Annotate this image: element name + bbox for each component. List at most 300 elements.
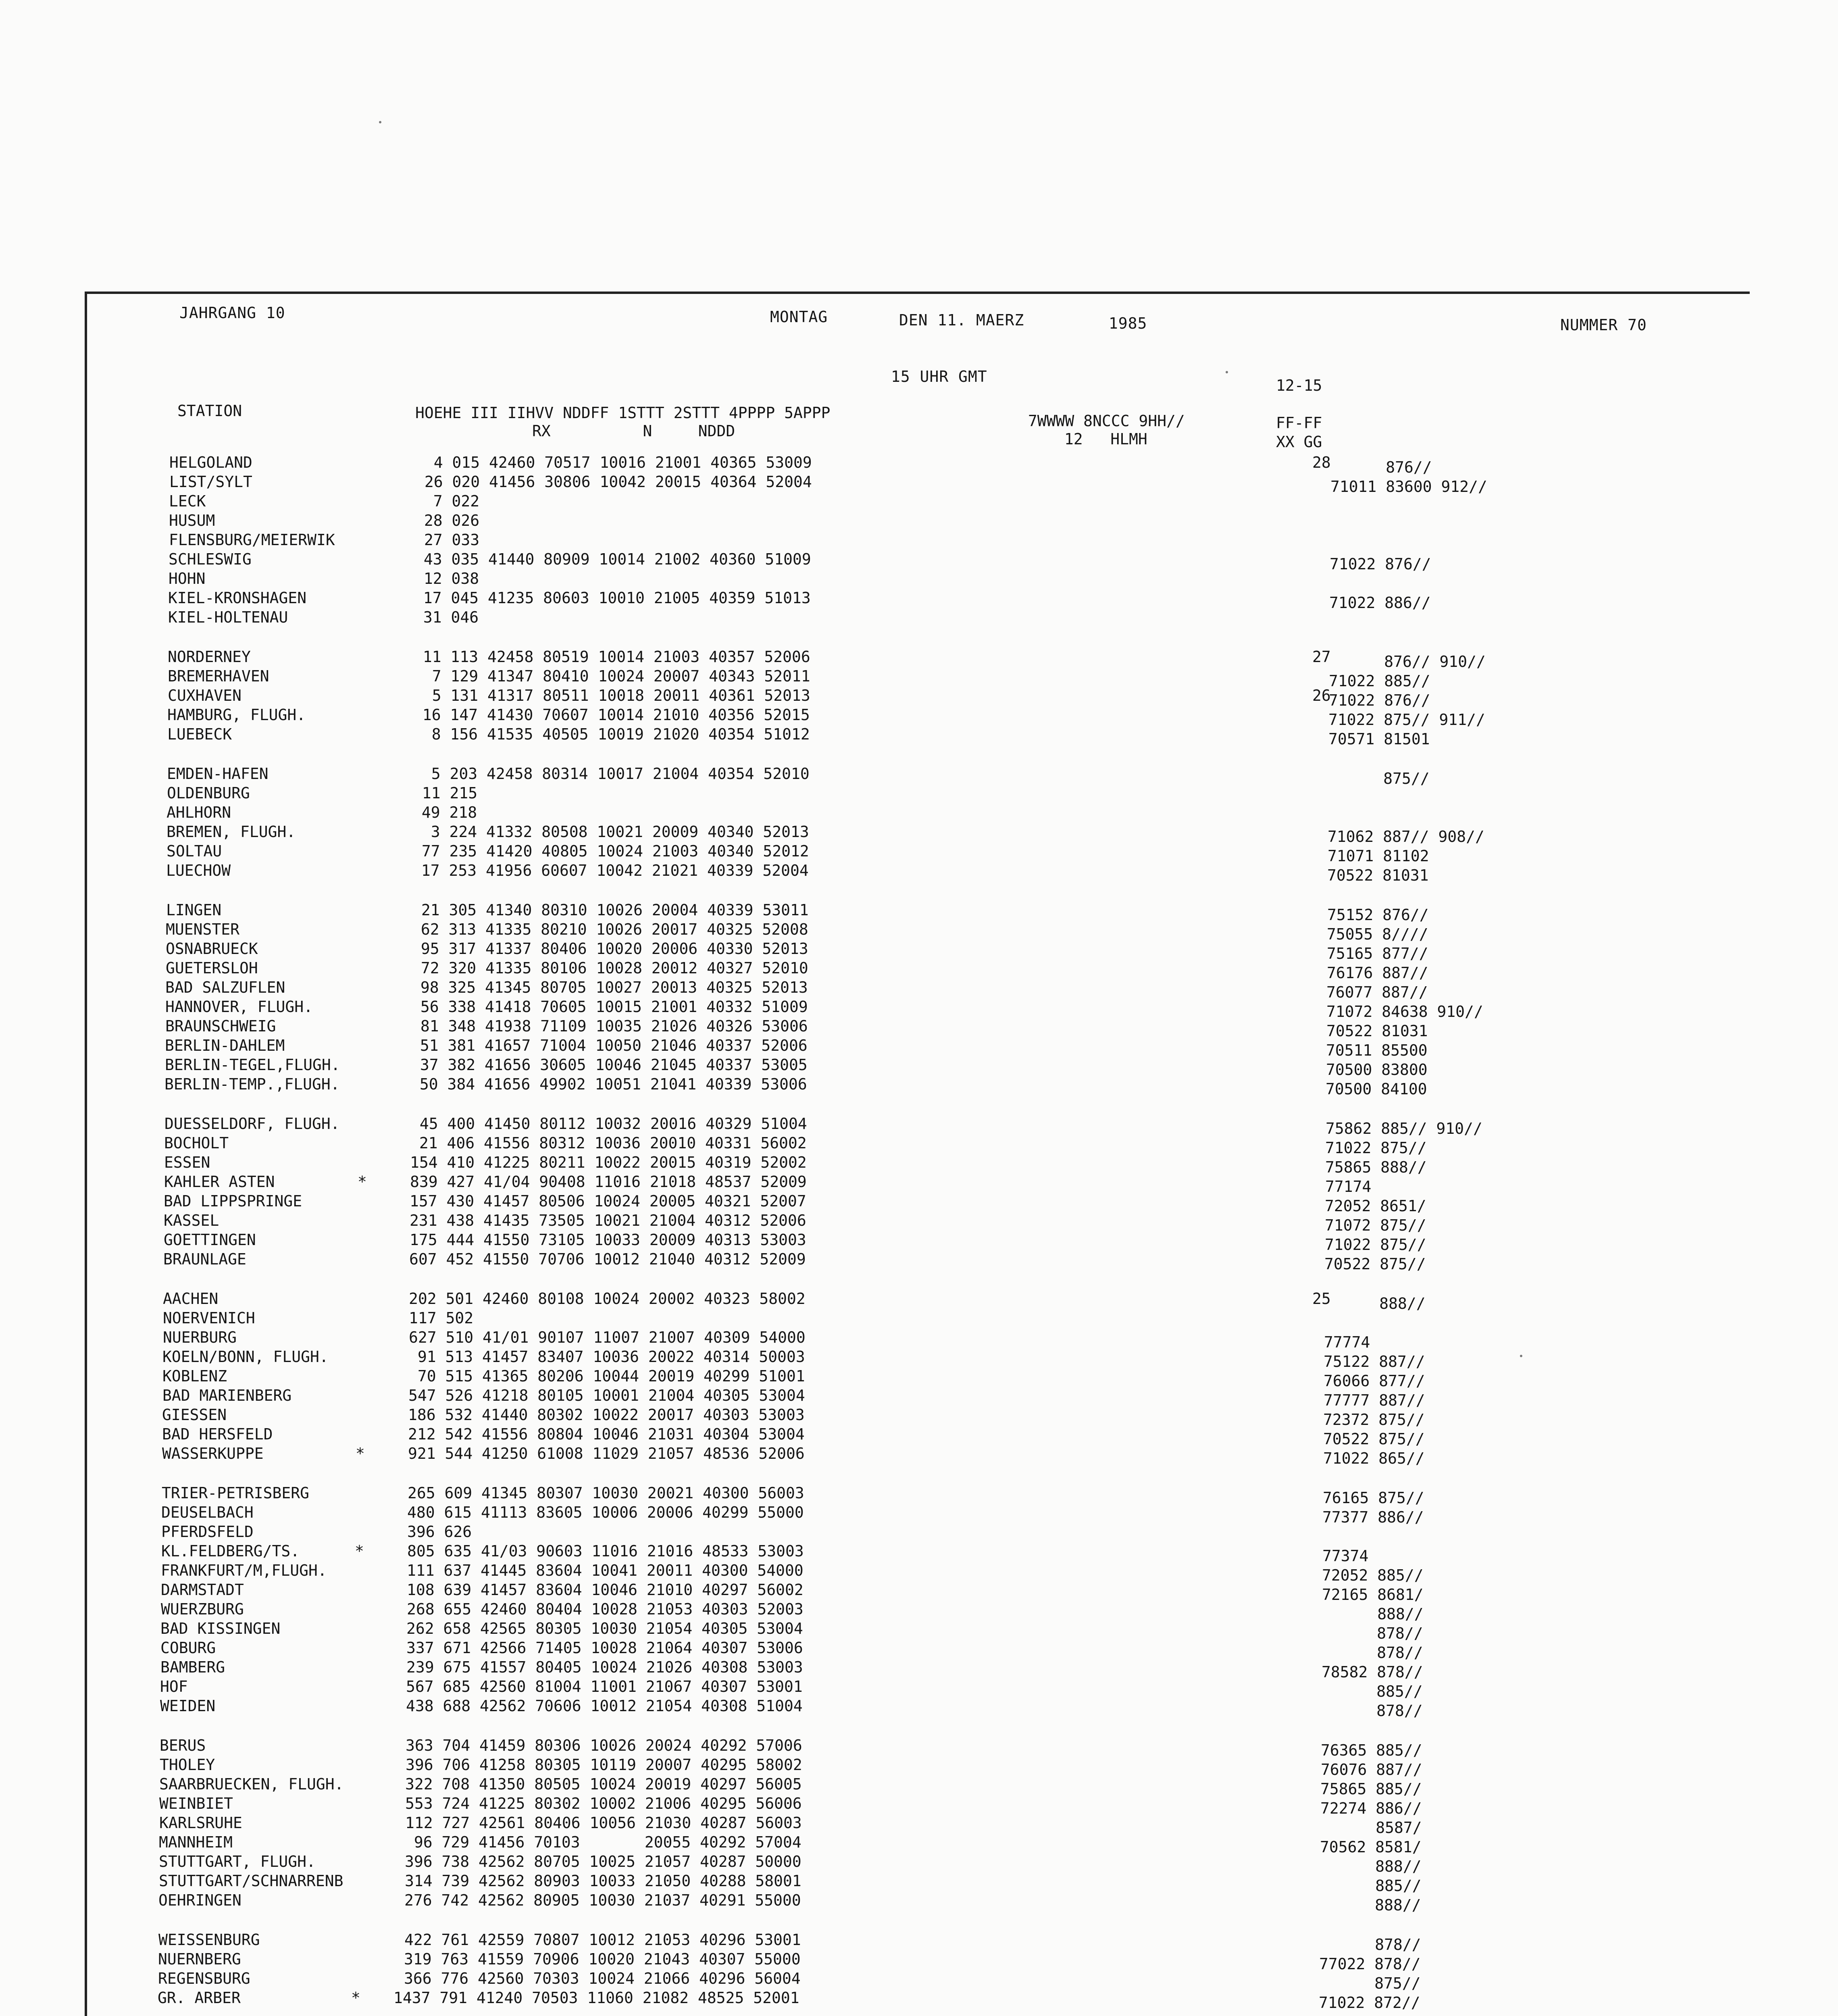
code-column-header: HOEHE III IIHVV NDDFF 1STTT 2STTT 4PPPP 5APPP xyxy=(415,404,831,422)
weekday-label: MONTAG xyxy=(770,308,828,326)
table-row xyxy=(162,1348,1614,1370)
extra-code-groups: 70571 81501 xyxy=(1328,730,1430,748)
table-row xyxy=(166,921,1617,943)
extra-code-groups: 878// xyxy=(1322,1624,1423,1642)
synop-code-groups: 11 113 42458 80519 10014 21003 40357 52006 xyxy=(414,648,810,666)
synop-code-groups: 5 203 42458 80314 10017 21004 40354 52010 xyxy=(413,765,810,783)
station-name: LINGEN xyxy=(166,901,222,919)
station-name: BRAUNSCHWEIG xyxy=(165,1017,276,1035)
synop-code-groups: 12 038 xyxy=(414,570,479,587)
extra-code-groups: 77377 886// xyxy=(1322,1508,1424,1526)
extra-code-groups: 878// xyxy=(1320,1936,1421,1954)
extra-code-groups: 77174 xyxy=(1325,1178,1372,1195)
station-name: TRIER-PETRISBERG xyxy=(162,1484,310,1502)
station-column-header: STATION xyxy=(177,402,242,420)
synop-code-groups: 396 626 xyxy=(407,1523,472,1541)
table-row xyxy=(161,1504,1613,1526)
extra-code-groups: 71022 872// xyxy=(1319,1994,1420,2012)
table-row xyxy=(167,725,1619,748)
observation-time: 15 UHR GMT xyxy=(891,368,987,385)
synop-code-groups: 265 609 41345 80307 10030 20021 40300 56003 xyxy=(408,1484,804,1502)
synop-code-groups: 627 510 41/01 90107 11007 21007 40309 54000 xyxy=(409,1329,806,1346)
table-row xyxy=(161,1523,1613,1542)
station-name: KARLSRUHE xyxy=(159,1814,242,1832)
extra-code-groups: 71022 865// xyxy=(1323,1450,1425,1467)
table-row xyxy=(159,1775,1611,1798)
mountain-station-marker: * xyxy=(355,1542,364,1560)
mountain-station-marker: * xyxy=(358,1173,367,1191)
extra-code-groups: 76076 887// xyxy=(1321,1761,1422,1779)
table-row xyxy=(166,901,1617,924)
station-name: EMDEN-HAFEN xyxy=(167,765,269,783)
synop-code-groups: 77 235 41420 40805 10024 21003 40340 52012 xyxy=(412,842,809,860)
synop-code-groups: 17 045 41235 80603 10010 21005 40359 51013 xyxy=(414,589,811,607)
synop-code-groups: 21 406 41556 80312 10036 20010 40331 56002 xyxy=(410,1134,807,1152)
extra-code-groups: 76365 885// xyxy=(1321,1741,1422,1759)
page-frame-top xyxy=(85,292,1750,294)
synop-code-groups: 547 526 41218 80105 10001 21004 40305 53004 xyxy=(408,1387,805,1404)
station-name: NUERBURG xyxy=(163,1329,237,1346)
table-row xyxy=(164,1231,1615,1254)
station-name: HANNOVER, FLUGH. xyxy=(165,998,313,1016)
station-name: GR. ARBER xyxy=(158,1989,241,2007)
station-name: LUEBECK xyxy=(167,725,232,743)
extra-code-groups: 71022 875// xyxy=(1325,1236,1426,1254)
synop-code-groups: 438 688 42562 70606 10012 21054 40308 51004 xyxy=(406,1697,803,1715)
extra-code-groups: 72165 8681/ xyxy=(1322,1586,1424,1604)
station-name: ESSEN xyxy=(164,1154,210,1171)
table-row xyxy=(160,1756,1611,1779)
extra-code-groups: 875// xyxy=(1319,1974,1421,1992)
synop-code-groups: 314 739 42562 80903 10033 21050 40288 58001 xyxy=(405,1872,801,1890)
table-row xyxy=(166,940,1617,962)
synop-code-groups: 98 325 41345 80705 10027 20013 40325 52013 xyxy=(411,979,808,996)
table-row xyxy=(164,1115,1616,1137)
station-name: GIESSEN xyxy=(162,1406,227,1424)
table-row xyxy=(166,862,1617,884)
synop-code-groups: 3 224 41332 80508 10021 20009 40340 52013 xyxy=(412,823,809,841)
table-row xyxy=(162,1425,1613,1448)
synop-code-groups: 7 129 41347 80410 10024 20007 40343 52011 xyxy=(414,667,810,685)
station-name: WASSERKUPPE xyxy=(162,1445,264,1462)
synop-code-groups: 95 317 41337 80406 10020 20006 40330 52013 xyxy=(412,940,808,958)
synop-code-groups: 7 022 xyxy=(415,492,480,510)
station-name: BREMERHAVEN xyxy=(168,667,269,685)
extra-code-groups: 71022 875// xyxy=(1325,1139,1427,1157)
table-row xyxy=(159,1872,1610,1895)
synop-code-groups: 17 253 41956 60607 10042 21021 40339 52004 xyxy=(412,862,809,879)
table-row xyxy=(165,1037,1616,1059)
extra-code-groups: 71072 84638 910// xyxy=(1326,1003,1483,1020)
extra-code-groups: 76077 887// xyxy=(1326,983,1428,1001)
synop-code-groups: 108 639 41457 83604 10046 21010 40297 56002 xyxy=(407,1581,803,1599)
table-row xyxy=(158,1950,1609,1973)
extra-code-groups: 72052 8651/ xyxy=(1325,1197,1426,1215)
table-row xyxy=(164,1192,1615,1215)
extra-code-groups: 75165 877// xyxy=(1327,945,1428,962)
table-row xyxy=(168,667,1619,690)
synop-code-groups: 567 685 42560 81004 11001 21067 40307 53001 xyxy=(406,1678,803,1695)
synop-code-groups: 51 381 41657 71004 10050 21046 40337 52006 xyxy=(411,1037,808,1054)
page-frame-left xyxy=(85,292,87,2016)
synop-code-groups: 553 724 41225 80302 10002 21006 40295 56006 xyxy=(405,1795,802,1812)
station-name: BAD MARIENBERG xyxy=(162,1387,292,1404)
synop-code-groups: 480 615 41113 83605 10006 20006 40299 55000 xyxy=(407,1504,804,1521)
code-column-subheader: RX N NDDD xyxy=(532,422,735,440)
station-name: HAMBURG, FLUGH. xyxy=(167,706,306,724)
synop-code-groups: 11 215 xyxy=(413,784,478,802)
table-row xyxy=(160,1697,1611,1720)
synop-code-groups: 28 026 xyxy=(415,512,480,529)
synop-code-groups: 8 156 41535 40505 10019 21020 40354 51012 xyxy=(413,725,810,743)
table-row xyxy=(169,492,1620,512)
station-name: HELGOLAND xyxy=(169,454,252,471)
station-name: PFERDSFELD xyxy=(161,1523,254,1541)
station-name: THOLEY xyxy=(160,1756,215,1774)
table-row xyxy=(165,1017,1617,1040)
table-row xyxy=(163,1309,1614,1329)
station-name: BRAUNLAGE xyxy=(163,1250,246,1268)
extra-code-groups: 71022 876// xyxy=(1330,555,1431,573)
station-name: BERUS xyxy=(160,1737,206,1754)
extra-code-groups: 72372 875// xyxy=(1323,1411,1425,1429)
extra-code-groups: 77774 xyxy=(1324,1333,1370,1351)
table-row xyxy=(169,512,1620,531)
table-row xyxy=(161,1581,1612,1604)
table-row xyxy=(168,648,1619,671)
station-name: KOELN/BONN, FLUGH. xyxy=(162,1348,329,1366)
synop-code-groups: 268 655 42460 80404 10028 21053 40303 52003 xyxy=(407,1600,803,1618)
extra-code-groups: 70522 875// xyxy=(1324,1255,1426,1273)
synop-code-groups: 186 532 41440 80302 10022 20017 40303 53003 xyxy=(408,1406,805,1424)
station-name: OLDENBURG xyxy=(167,784,250,802)
station-name: KAHLER ASTEN xyxy=(164,1173,275,1191)
extra-code-groups: 77374 xyxy=(1322,1547,1369,1565)
synop-code-groups: 202 501 42460 80108 10024 20002 40323 58002 xyxy=(409,1290,806,1308)
extra-code-groups: 75865 888// xyxy=(1325,1158,1427,1176)
station-name: BREMEN, FLUGH. xyxy=(167,823,296,841)
station-name: OSNABRUECK xyxy=(166,940,258,958)
table-row xyxy=(160,1678,1611,1700)
synop-code-groups: 231 438 41435 73505 10021 21004 40312 52006 xyxy=(410,1212,806,1229)
table-row xyxy=(167,765,1618,787)
synop-code-groups: 91 513 41457 83407 10036 20022 40314 50003 xyxy=(408,1348,805,1366)
table-row xyxy=(167,842,1618,865)
station-name: HOF xyxy=(160,1678,188,1695)
synop-code-groups: 72 320 41335 80106 10028 20012 40327 52010 xyxy=(412,959,808,977)
station-name: BERLIN-TEGEL,FLUGH. xyxy=(165,1056,340,1074)
table-row xyxy=(167,706,1619,729)
synop-code-groups: 396 706 41258 80305 10119 20007 40295 58002 xyxy=(406,1756,802,1774)
synop-code-groups: 363 704 41459 80306 10026 20024 40292 57006 xyxy=(406,1737,802,1754)
extra-code-groups: 70522 81031 xyxy=(1326,1022,1428,1040)
mountain-station-marker: * xyxy=(356,1445,365,1462)
extra-code-groups: 70522 875// xyxy=(1323,1430,1425,1448)
station-name: BAD HERSFELD xyxy=(162,1425,273,1443)
station-name: WEIDEN xyxy=(160,1697,216,1715)
table-row xyxy=(164,1134,1615,1157)
extra-code-groups: 878// xyxy=(1321,1702,1423,1720)
table-row xyxy=(169,531,1620,550)
synop-code-groups: 49 218 xyxy=(412,804,477,821)
station-name: KIEL-HOLTENAU xyxy=(168,608,288,626)
table-row xyxy=(162,1484,1613,1507)
synop-code-groups: 396 738 42562 80705 10025 21057 40287 50000 xyxy=(405,1853,801,1870)
gust-value: 26 xyxy=(1312,687,1331,704)
synop-code-groups: 154 410 41225 80211 10022 20015 40319 52002 xyxy=(410,1154,807,1171)
table-row xyxy=(161,1562,1612,1584)
table-row xyxy=(168,589,1619,612)
synop-code-groups: 921 544 41250 61008 11029 21057 48536 52006 xyxy=(408,1445,805,1462)
extra-code-groups: 885// xyxy=(1321,1683,1423,1700)
extra-code-groups: 888// xyxy=(1324,1295,1426,1312)
table-row xyxy=(161,1542,1613,1565)
gust-column-header: FF-FF xyxy=(1276,414,1322,432)
synop-code-groups: 31 046 xyxy=(414,608,479,626)
extra-code-groups: 70511 85500 xyxy=(1326,1041,1428,1059)
jahrgang-label: JAHRGANG 10 xyxy=(179,304,285,322)
gust-period-header: 12-15 xyxy=(1276,377,1322,394)
extra-code-groups: 75122 887// xyxy=(1324,1353,1425,1370)
synop-code-groups: 322 708 41350 80505 10024 20019 40297 56005 xyxy=(405,1775,802,1793)
station-name: GOETTINGEN xyxy=(164,1231,256,1249)
synop-code-groups: 117 502 xyxy=(409,1309,474,1327)
station-name: KIEL-KRONSHAGEN xyxy=(168,589,307,607)
gust-value: 28 xyxy=(1312,454,1331,471)
table-row xyxy=(162,1387,1614,1409)
extra-code-groups: 75152 876// xyxy=(1327,906,1429,924)
station-name: SCHLESWIG xyxy=(169,550,252,568)
extra-code-groups: 70562 8581/ xyxy=(1320,1838,1422,1856)
table-row xyxy=(165,1056,1616,1079)
synop-code-groups: 27 033 xyxy=(415,531,480,549)
synop-code-groups: 805 635 41/03 90603 11016 21016 48533 53003 xyxy=(407,1542,804,1560)
table-row xyxy=(167,784,1618,804)
synop-code-groups: 62 313 41335 80210 10026 20017 40325 52008 xyxy=(412,921,808,938)
station-name: STUTTGART, FLUGH. xyxy=(159,1853,316,1870)
extra-code-groups: 888// xyxy=(1320,1858,1422,1875)
scan-speck xyxy=(379,121,381,123)
station-name: NUERNBERG xyxy=(158,1950,241,1968)
synop-code-groups: 337 671 42566 71405 10028 21064 40307 53006 xyxy=(406,1639,803,1657)
station-name: FRANKFURT/M,FLUGH. xyxy=(161,1562,327,1579)
extra-column-subheader: 12 HLMH xyxy=(1064,430,1147,448)
issue-number: NUMMER 70 xyxy=(1560,316,1647,334)
station-name: DUESSELDORF, FLUGH. xyxy=(164,1115,340,1133)
station-name: MUENSTER xyxy=(166,921,240,938)
table-row xyxy=(162,1406,1613,1429)
station-name: AHLHORN xyxy=(167,804,231,821)
gust-value: 25 xyxy=(1312,1290,1331,1308)
synop-code-groups: 81 348 41938 71109 10035 21026 40326 53006 xyxy=(411,1017,808,1035)
synop-code-groups: 276 742 42562 80905 10030 21037 40291 55000 xyxy=(404,1891,801,1909)
station-name: HUSUM xyxy=(169,512,215,529)
station-name: LIST/SYLT xyxy=(169,473,252,491)
extra-code-groups: 878// xyxy=(1322,1644,1423,1662)
station-name: MANNHEIM xyxy=(159,1833,233,1851)
extra-code-groups: 70500 84100 xyxy=(1326,1080,1427,1098)
station-name: LUECHOW xyxy=(166,862,231,879)
station-name: BAD LIPPSPRINGE xyxy=(164,1192,302,1210)
station-name: BAD KISSINGEN xyxy=(160,1620,281,1637)
table-row xyxy=(169,570,1620,589)
station-name: BOCHOLT xyxy=(164,1134,229,1152)
extra-code-groups: 71022 875// 911// xyxy=(1328,711,1485,729)
station-name: OEHRINGEN xyxy=(158,1891,241,1909)
synop-code-groups: 607 452 41550 70706 10012 21040 40312 52009 xyxy=(409,1250,806,1268)
station-name: CUXHAVEN xyxy=(168,687,242,704)
extra-code-groups: 876// xyxy=(1330,458,1432,476)
table-row xyxy=(158,1970,1609,1992)
station-name: AACHEN xyxy=(163,1290,219,1308)
extra-code-groups: 71071 81102 xyxy=(1328,847,1429,865)
station-name: BERLIN-DAHLEM xyxy=(165,1037,285,1054)
date-label: DEN 11. MAERZ xyxy=(899,311,1024,329)
synop-code-groups: 175 444 41550 73105 10033 20009 40313 53003 xyxy=(410,1231,806,1249)
station-name: NOERVENICH xyxy=(163,1309,255,1327)
mountain-station-marker: * xyxy=(351,1989,360,2007)
station-name: KASSEL xyxy=(164,1212,219,1229)
station-name: SAARBRUECKEN, FLUGH. xyxy=(159,1775,344,1793)
extra-code-groups: 71072 875// xyxy=(1325,1216,1426,1234)
extra-code-groups: 75055 8//// xyxy=(1327,925,1428,943)
table-row xyxy=(162,1367,1614,1390)
extra-column-header: 7WWWW 8NCCC 9HH// xyxy=(1028,412,1185,430)
extra-code-groups: 70500 83800 xyxy=(1326,1061,1428,1079)
extra-code-groups: 876// 910// xyxy=(1329,653,1486,671)
synop-code-groups: 21 305 41340 80310 10026 20004 40339 53011 xyxy=(412,901,809,919)
table-row xyxy=(160,1620,1612,1642)
table-row xyxy=(158,1989,1609,2012)
station-name: DARMSTADT xyxy=(161,1581,244,1599)
station-name: FLENSBURG/MEIERWIK xyxy=(169,531,335,549)
table-row xyxy=(167,823,1618,846)
table-row xyxy=(163,1290,1614,1312)
table-row xyxy=(159,1833,1610,1856)
table-row xyxy=(164,1212,1615,1234)
gust-value: 27 xyxy=(1312,648,1331,666)
table-row xyxy=(164,1075,1616,1098)
extra-code-groups: 885// xyxy=(1320,1877,1422,1895)
extra-code-groups: 76165 875// xyxy=(1323,1489,1424,1507)
gust-column-subheader: XX GG xyxy=(1276,433,1322,451)
synop-code-groups: 212 542 41556 80804 10046 21031 40304 53004 xyxy=(408,1425,805,1443)
table-row xyxy=(165,979,1617,1001)
station-name: NORDERNEY xyxy=(168,648,251,666)
table-row xyxy=(158,1891,1610,1914)
extra-code-groups: 70522 81031 xyxy=(1327,866,1429,884)
synop-code-groups: 112 727 42561 80406 10056 21030 40287 56003 xyxy=(405,1814,802,1832)
station-name: BAMBERG xyxy=(160,1658,225,1676)
scan-speck xyxy=(1520,1355,1522,1357)
extra-code-groups: 888// xyxy=(1322,1605,1424,1623)
table-row xyxy=(159,1814,1611,1837)
table-row xyxy=(158,1931,1610,1954)
station-name: REGENSBURG xyxy=(158,1970,250,1987)
synop-code-groups: 5 131 41317 80511 10018 20011 40361 52013 xyxy=(414,687,810,704)
table-row xyxy=(168,687,1619,709)
station-name: LECK xyxy=(169,492,206,510)
station-name: WEISSENBURG xyxy=(158,1931,260,1949)
synop-code-groups: 70 515 41365 80206 10044 20019 40299 51001 xyxy=(408,1367,805,1385)
synop-code-groups: 43 035 41440 80909 10014 21002 40360 51009 xyxy=(414,550,811,568)
station-name: WEINBIET xyxy=(159,1795,233,1812)
table-row xyxy=(164,1173,1615,1195)
extra-code-groups: 71062 887// 908// xyxy=(1328,828,1484,846)
synop-code-groups: 422 761 42559 70807 10012 21053 40296 53001 xyxy=(404,1931,801,1949)
station-name: WUERZBURG xyxy=(161,1600,244,1618)
station-name: HOHN xyxy=(169,570,206,587)
station-name: KOBLENZ xyxy=(162,1367,227,1385)
table-row xyxy=(165,998,1617,1020)
station-name: COBURG xyxy=(160,1639,216,1657)
extra-code-groups: 71022 885// xyxy=(1329,672,1430,690)
synop-code-groups: 50 384 41656 49902 10051 21041 40339 53006 xyxy=(410,1075,807,1093)
synop-code-groups: 319 763 41559 70906 10020 21043 40307 55000 xyxy=(404,1950,801,1968)
extra-code-groups: 76066 877// xyxy=(1324,1372,1425,1390)
extra-code-groups: 72052 885// xyxy=(1322,1566,1424,1584)
station-name: KL.FELDBERG/TS. xyxy=(161,1542,300,1560)
synop-code-groups: 4 015 42460 70517 10016 21001 40365 53009 xyxy=(415,454,812,471)
extra-code-groups: 77777 887// xyxy=(1324,1391,1425,1409)
year-label: 1985 xyxy=(1109,314,1147,332)
synop-code-groups: 262 658 42565 80305 10030 21054 40305 53004 xyxy=(406,1620,803,1637)
synop-code-groups: 839 427 41/04 90408 11016 21018 48537 52009 xyxy=(410,1173,807,1191)
synop-code-groups: 45 400 41450 80112 10032 20016 40329 51004 xyxy=(410,1115,807,1133)
extra-code-groups: 8587/ xyxy=(1320,1819,1422,1837)
synop-code-groups: 239 675 41557 80405 10024 21026 40308 53003 xyxy=(406,1658,803,1676)
extra-code-groups: 78582 878// xyxy=(1322,1663,1423,1681)
synop-code-groups: 16 147 41430 70607 10014 21010 40356 52015 xyxy=(413,706,810,724)
table-row xyxy=(169,473,1621,496)
table-row xyxy=(169,454,1621,476)
station-name: GUETERSLOH xyxy=(166,959,258,977)
synop-code-groups: 1437 791 41240 70503 11060 21082 48525 52001 xyxy=(393,1989,799,2007)
table-row xyxy=(168,608,1619,628)
table-row xyxy=(166,959,1617,982)
extra-code-groups: 72274 886// xyxy=(1320,1799,1422,1817)
synop-code-groups: 111 637 41445 83604 10041 20011 40300 54000 xyxy=(407,1562,803,1579)
synop-code-groups: 157 430 41457 80506 10024 20005 40321 52007 xyxy=(410,1192,806,1210)
table-row xyxy=(169,550,1620,573)
table-row xyxy=(163,1250,1615,1273)
station-name: BAD SALZUFLEN xyxy=(165,979,285,996)
extra-code-groups: 71022 876// xyxy=(1329,691,1430,709)
station-name: SOLTAU xyxy=(167,842,222,860)
table-row xyxy=(160,1639,1612,1662)
table-row xyxy=(160,1658,1612,1681)
table-row xyxy=(167,804,1618,823)
extra-code-groups: 76176 887// xyxy=(1327,964,1428,982)
synop-code-groups: 366 776 42560 70303 10024 21066 40296 56004 xyxy=(404,1970,801,1987)
table-row xyxy=(161,1600,1612,1623)
table-row xyxy=(164,1154,1615,1176)
synop-code-groups: 26 020 41456 30806 10042 20015 40364 52004 xyxy=(415,473,812,491)
extra-code-groups: 71011 83600 912// xyxy=(1330,478,1487,496)
table-row xyxy=(163,1329,1614,1351)
extra-code-groups: 75865 885// xyxy=(1320,1780,1422,1798)
extra-code-groups: 71022 886// xyxy=(1329,594,1431,612)
table-row xyxy=(162,1445,1613,1467)
station-name: STUTTGART/SCHNARRENB xyxy=(159,1872,343,1890)
scan-speck xyxy=(1226,371,1228,373)
extra-code-groups: 875// xyxy=(1328,770,1430,787)
synop-code-groups: 96 729 41456 70103 20055 40292 57004 xyxy=(405,1833,801,1851)
table-row xyxy=(160,1737,1611,1759)
station-name: BERLIN-TEMP.,FLUGH. xyxy=(164,1075,340,1093)
extra-code-groups: 888// xyxy=(1320,1896,1421,1914)
table-row xyxy=(159,1853,1610,1875)
